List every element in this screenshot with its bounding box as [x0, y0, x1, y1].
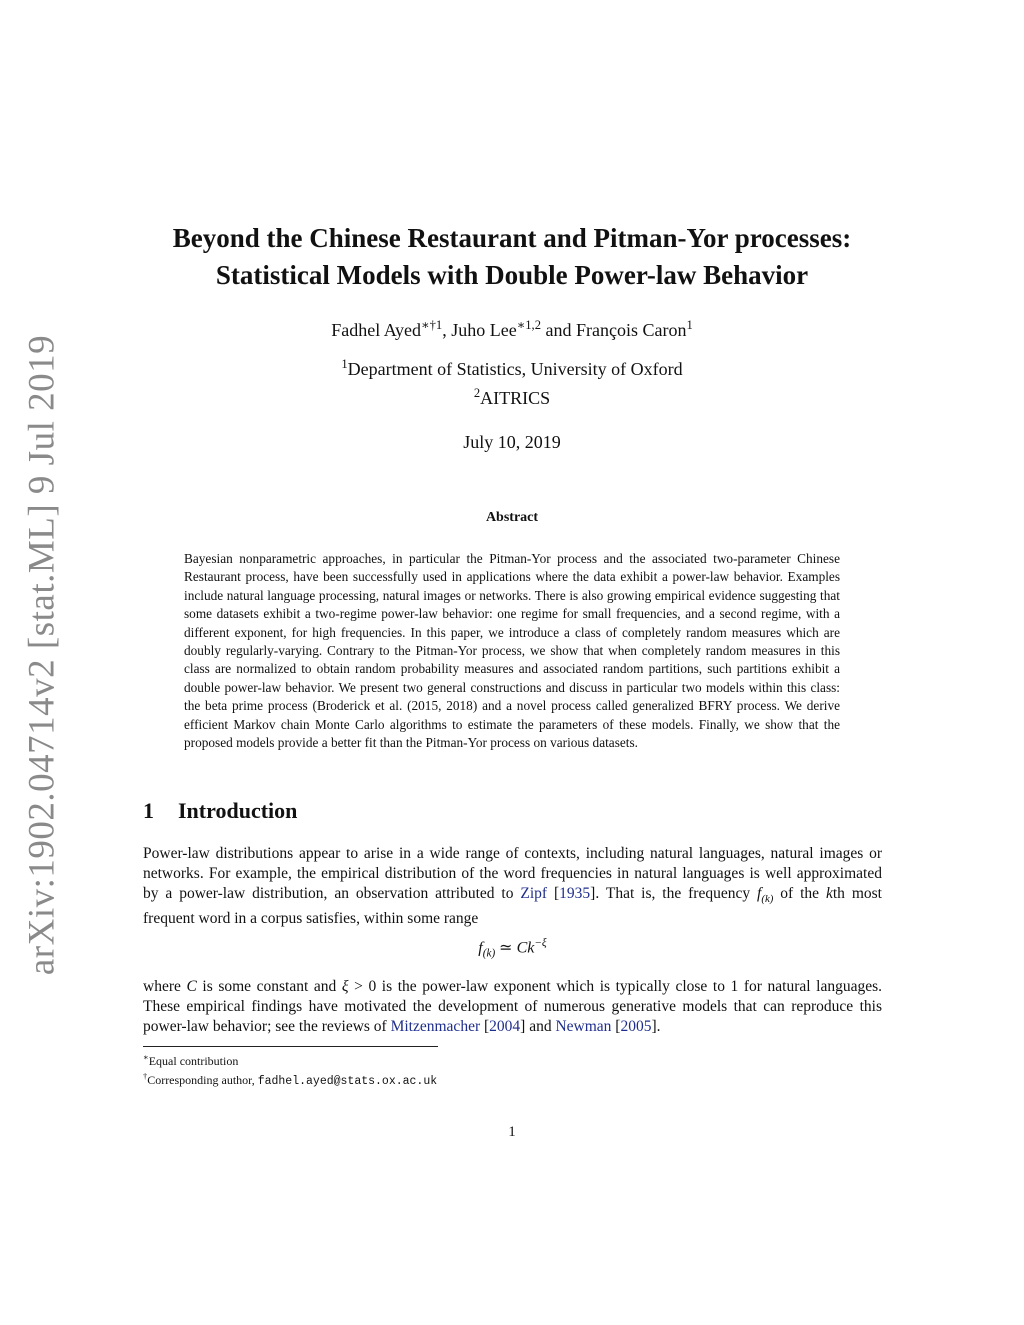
math-exponent: −ξ	[534, 937, 547, 949]
footnotes	[143, 1050, 437, 1090]
citation-link-zipf[interactable]	[520, 885, 547, 902]
affiliations	[120, 352, 904, 410]
intro-paragraph-2: where C is some constant and ξ > 0 is the power-law exponent which is typically close to 1 for natural languages. These empirical findings have motivated the development of numerous generative models that can reproduce this power-law behavior; see the reviews of Mitzenmacher [2004] and Newman [2005].	[143, 978, 883, 1035]
author-connector: and	[545, 320, 572, 340]
footnote	[143, 1069, 437, 1090]
author-name: François Caron	[576, 320, 687, 340]
footnote-text: Corresponding author,	[147, 1073, 258, 1087]
citation-link-newman[interactable]	[555, 1018, 611, 1035]
math-subscript: (k)	[482, 947, 496, 960]
affiliation-text: AITRICS	[480, 388, 551, 408]
title-line-1: Beyond the Chinese Restaurant and Pitman-Yor processes:	[172, 223, 852, 253]
author-name: Fadhel Ayed	[331, 320, 422, 340]
arxiv-identifier-stamp: arXiv:1902.04714v2 [stat.ML] 9 Jul 2019	[21, 334, 63, 976]
footnote-text: Equal contribution	[148, 1054, 239, 1068]
author-name: Juho Lee	[451, 320, 517, 340]
affiliation	[120, 381, 904, 410]
publication-date: July 10, 2019	[463, 432, 561, 452]
text-run: and	[525, 1018, 556, 1035]
footnote-mark: ∗	[143, 1053, 149, 1062]
citation-author: Mitzenmacher	[390, 1018, 481, 1035]
section-heading	[143, 798, 297, 824]
author-mark: 1	[686, 318, 693, 332]
text-run: th most frequent word in a corpus satisfies, within some range	[143, 885, 882, 928]
text-run: where	[143, 978, 187, 995]
section-title: Introduction	[178, 798, 298, 823]
text-run: Power-law distributions appear to arise in a wide range of contexts, including natural languages, natural images or networks. For example, the empirical distribution of the word frequencies in natural languages is well approximated by a power-law distribution, an observation attributed to	[143, 845, 882, 902]
citation-year-link[interactable]	[489, 1018, 520, 1035]
citation-year-link[interactable]	[620, 1018, 651, 1035]
paper-title	[120, 220, 904, 294]
power-law-equation	[143, 937, 882, 960]
citation-year: 1935	[559, 885, 591, 902]
affiliation	[120, 352, 904, 381]
footnote-divider	[143, 1046, 438, 1047]
math-c: C	[186, 978, 197, 995]
footnote-mark: †	[143, 1072, 148, 1081]
affiliation-mark: 2	[473, 386, 481, 400]
section-number: 1	[143, 798, 154, 823]
title-line-2: Statistical Models with Double Power-law Behavior	[215, 260, 809, 290]
author-mark: ∗1,2	[516, 318, 541, 332]
intro-paragraph-1: Power-law distributions appear to arise in a wide range of contexts, including natural languages, natural images or networks. For example, the empirical distribution of the word frequencies in natural languages is well approximated by a power-law distribution, an observation attributed to Zipf [1935]. That is, the frequency $f_{(k)}$ of the kth most frequent word in a corpus satisfies, within some range	[143, 845, 882, 928]
text-run: is the power-law exponent which is typically close to 1 for natural languages. These empirical findings have motivated the development of numerous generative models that can reproduce this power-law behavior; see the reviews of	[143, 978, 883, 1035]
citation-year: 2004	[489, 1018, 521, 1035]
text-run: is some constant and	[196, 978, 342, 995]
math-gt-zero: > 0	[354, 978, 377, 995]
citation-author: Newman	[555, 1018, 612, 1035]
math-approx-symbol: ≃	[499, 939, 513, 957]
text-run: of the	[773, 885, 826, 902]
abstract-heading: Abstract	[485, 510, 539, 525]
abstract-body: Bayesian nonparametric approaches, in particular the Pitman-Yor process and the associated two-parameter Chinese Restaurant process, have been successfully used in applications where the data exhibit a power-law behavior. Examples include natural language processing, natural images or networks. There is also growing empirical evidence suggesting that some datasets exhibit a two-regime power-law behavior: one regime for small frequencies, and a second regime, with a different exponent, for high frequencies. In this paper, we introduce a class of completely random measures which are doubly regularly-varying. Contrary to the Pitman-Yor process, we show that when completely random measures in this class are normalized to obtain random probability measures and associated random partitions, such partitions exhibit a double power-law behavior. We present two general constructions and discuss in particular two models within this class: the beta prime process (Broderick et al. (2015, 2018) and a novel process called generalized BFRY process. We derive efficient Markov chain Monte Carlo algorithms to estimate the parameters of these models. Finally, we show that the proposed models provide a better fit than the Pitman-Yor process on various datasets.	[184, 551, 840, 751]
citation-author: Zipf	[520, 885, 548, 902]
math-xi: ξ	[341, 978, 349, 995]
math-symbol: Ck	[516, 939, 535, 957]
citation-year: 2005	[620, 1018, 652, 1035]
author-mark: ∗†1	[421, 318, 443, 332]
citation-link-mitzenmacher[interactable]	[391, 1018, 481, 1035]
affiliation-text: Department of Statistics, University of Oxford	[347, 359, 683, 379]
text-run: .	[656, 1018, 661, 1035]
math-f-k	[757, 885, 774, 906]
email-address[interactable]: fadhel.ayed@stats.ox.ac.uk	[257, 1075, 438, 1088]
footnote	[143, 1050, 437, 1069]
author-list: Fadhel Ayed$^{∗\dagger 1}$, Juho Lee$^{∗1,2}$ and François Caron$^1$	[331, 318, 693, 340]
math-k: k	[825, 885, 833, 902]
citation-year-link[interactable]	[559, 885, 590, 902]
text-run: . That is, the frequency	[595, 885, 758, 902]
math-subscript: (k)	[761, 893, 774, 906]
math-symbol: f	[478, 939, 483, 957]
math-symbol: f	[757, 885, 762, 902]
page-number: 1	[508, 1124, 516, 1140]
affiliation-mark: 1	[341, 357, 348, 371]
